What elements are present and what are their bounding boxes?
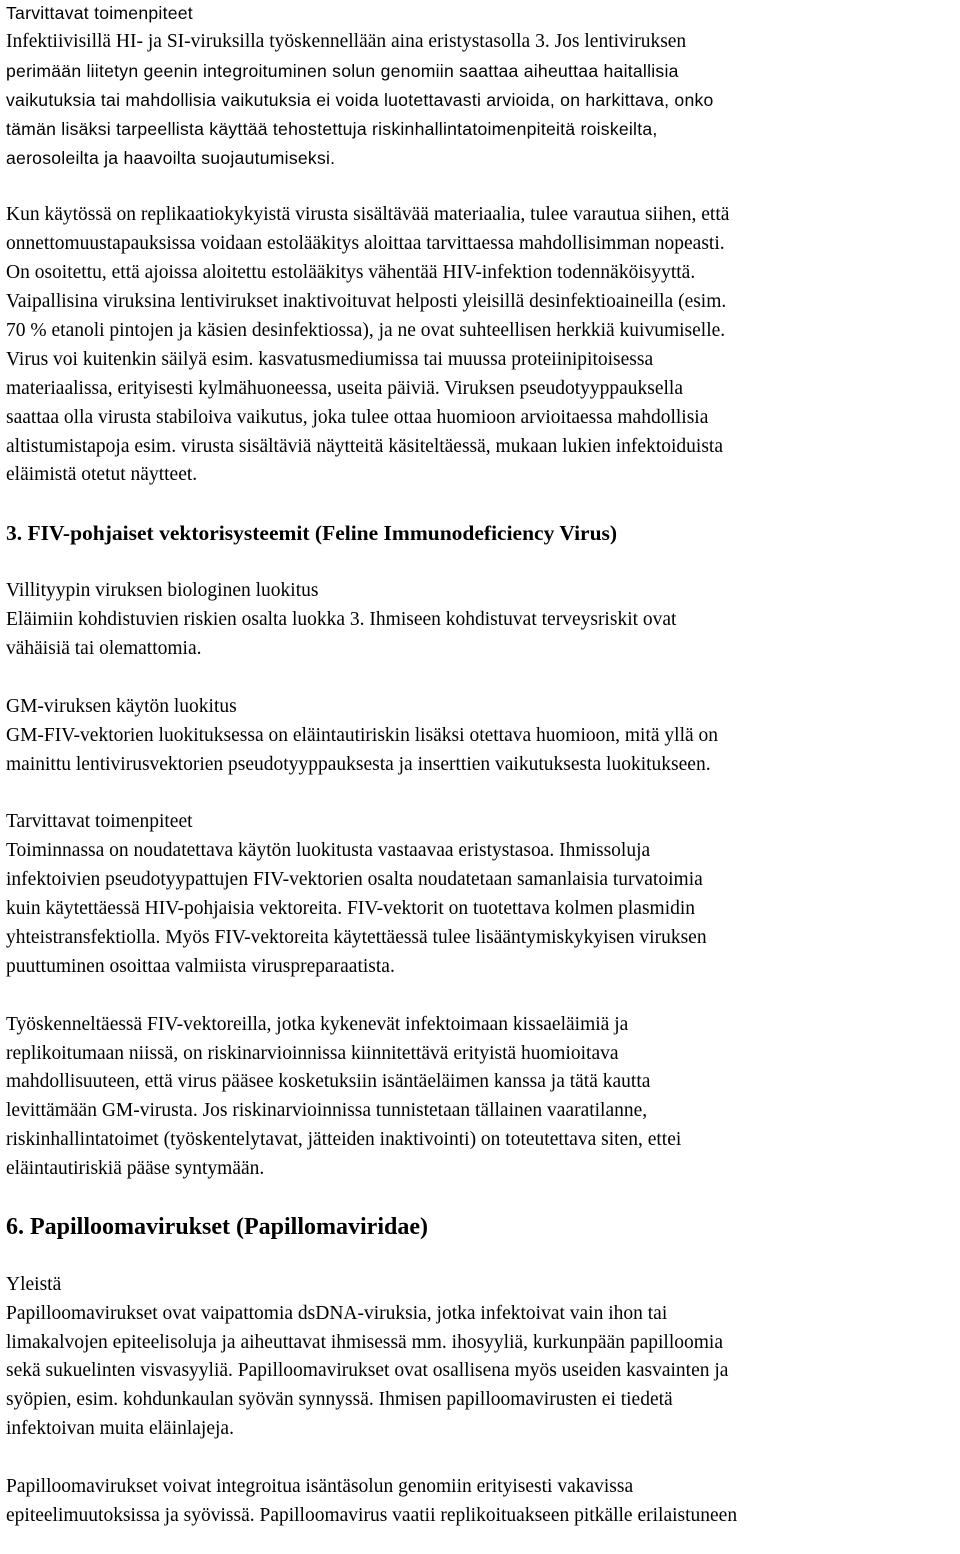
papilloma-heading-block bbox=[6, 1213, 956, 1242]
paragraph-line: infektoivien pseudotyypattujen FIV-vektorien osalta noudatetaan samanlaisia turvatoimia bbox=[6, 869, 703, 891]
paragraph-line: saattaa olla virusta stabiloiva vaikutus, joka tulee ottaa huomioon arvioitaessa mahdollisia bbox=[6, 406, 709, 428]
paragraph-line: mahdollisuuteen, että virus pääsee kosketuksiin isäntäeläimen kanssa ja tätä kautta bbox=[6, 1071, 651, 1093]
fiv-gm-class-block bbox=[6, 693, 956, 780]
section-heading-fiv: 3. FIV-pohjaiset vektorisysteemit (Feline Immunodeficiency Virus) bbox=[6, 521, 618, 546]
papilloma-general-block bbox=[6, 1271, 956, 1444]
paragraph-line: riskinhallintatoimet (työskentelytavat, jätteiden inaktivointi) on toteutettava siten, ettei bbox=[6, 1129, 682, 1151]
subheading-measures: Tarvittavat toimenpiteet bbox=[6, 3, 193, 23]
paragraph-line: GM-FIV-vektorien luokituksessa on eläintautiriskin lisäksi otettava huomioon, mitä yllä on bbox=[6, 724, 719, 746]
paragraph-line: aerosoleilta ja haavoilta suojautumiseksi. bbox=[6, 147, 336, 168]
document-page bbox=[6, 0, 956, 1531]
fiv-measures-block bbox=[6, 808, 956, 981]
paragraph-line: materiaalissa, erityisesti kylmähuoneessa, useita päiviä. Viruksen pseudotyyppauksella bbox=[6, 377, 684, 399]
paragraph-line: Papilloomavirukset ovat vaipattomia dsDNA-viruksia, jotka infektoivat vain ihon tai bbox=[6, 1302, 668, 1324]
paragraph-line: vaikutuksia tai mahdollisia vaikutuksia ei voida luotettavasti arvioida, on harkittava, onko bbox=[6, 89, 714, 110]
subheading-gm-class: GM-viruksen käytön luokitus bbox=[6, 695, 237, 717]
paragraph-line: epiteelimuutoksissa ja syövissä. Papilloomavirus vaatii replikoituakseen pitkälle erilaistuneen bbox=[6, 1504, 738, 1526]
paragraph-line: levittämään GM-virusta. Jos riskinarvioinnissa tunnistetaan tällainen vaaratilanne, bbox=[6, 1100, 648, 1122]
paragraph-line: infektoivan muita eläinlajeja. bbox=[6, 1418, 234, 1440]
paragraph-line: mainittu lentivirusvektorien pseudotyyppauksesta ja inserttien vaikutuksesta luokitukseen. bbox=[6, 753, 711, 775]
subheading-measures: Tarvittavat toimenpiteet bbox=[6, 811, 193, 833]
paragraph-line: eläintautiriskiä pääse syntymään. bbox=[6, 1158, 265, 1180]
paragraph-line: 70 % etanoli pintojen ja käsien desinfektiossa), ja ne ovat suhteellisen herkkiä kuivumiselle. bbox=[6, 319, 726, 341]
fiv-risk-paragraph bbox=[6, 1011, 956, 1184]
paragraph-line: syöpien, esim. kohdunkaulan syövän synnyssä. Ihmisen papilloomavirusten ei tiedetä bbox=[6, 1389, 673, 1411]
paragraph-line: puuttuminen osoittaa valmiista viruspreparaatista. bbox=[6, 955, 395, 977]
paragraph-line: Virus voi kuitenkin säilyä esim. kasvatusmediumissa tai muussa proteiinipitoisessa bbox=[6, 348, 654, 370]
subheading-biological-class: Villityypin viruksen biologinen luokitus bbox=[6, 580, 319, 602]
paragraph-line: sekä sukuelinten visvasyyliä. Papilloomavirukset ovat osallisena myös useiden kasvainten ja bbox=[6, 1360, 729, 1382]
fiv-heading-block bbox=[6, 519, 956, 548]
paragraph-line: Kun käytössä on replikaatiokykyistä virusta sisältävää materiaalia, tulee varautua siihen, että bbox=[6, 204, 730, 226]
section-heading-papilloma: 6. Papilloomavirukset (Papillomaviridae) bbox=[6, 1213, 428, 1240]
paragraph-line: Vaipallisina viruksina lentivirukset inaktivoituvat helposti yleisillä desinfektioaineilla (esim. bbox=[6, 291, 727, 313]
paragraph-line: vähäisiä tai olemattomia. bbox=[6, 637, 202, 659]
fiv-classification-block bbox=[6, 577, 956, 664]
paragraph-line: Papilloomavirukset voivat integroitua isäntäsolun genomiin erityisesti vakavissa bbox=[6, 1476, 634, 1498]
paragraph-line: replikoitumaan niissä, on riskinarvioinnissa kiinnitettävä erityistä huomioitava bbox=[6, 1042, 619, 1064]
paragraph-line: onnettomuustapauksissa voidaan estolääkitys aloittaa tarvittaessa mahdollisimman nopeasti. bbox=[6, 233, 725, 255]
paragraph-line: altistumistapoja esim. virusta sisältäviä näytteitä käsiteltäessä, mukaan lukien infektoiduista bbox=[6, 435, 723, 457]
lentivirus-measures-block bbox=[6, 0, 956, 172]
paragraph-line: Työskenneltäessä FIV-vektoreilla, jotka kykenevät infektoimaan kissaeläimiä ja bbox=[6, 1013, 629, 1035]
paragraph-line: yhteistransfektiolla. Myös FIV-vektoreita käytettäessä tulee lisääntymiskykyisen viruksen bbox=[6, 926, 707, 948]
paragraph-line: tämän lisäksi tarpeellista käyttää tehostettuja riskinhallintatoimenpiteitä roiskeilta, bbox=[6, 118, 658, 139]
subheading-general: Yleistä bbox=[6, 1273, 62, 1295]
paragraph-line: limakalvojen epiteelisoluja ja aiheuttavat ihmisessä mm. ihosyyliä, kurkunpään papilloomia bbox=[6, 1331, 723, 1353]
paragraph-line: Eläimiin kohdistuvien riskien osalta luokka 3. Ihmiseen kohdistuvat terveysriskit ovat bbox=[6, 608, 677, 630]
papilloma-integration-paragraph bbox=[6, 1473, 956, 1531]
paragraph-line: eläimistä otetut näytteet. bbox=[6, 464, 198, 486]
paragraph-line: Toiminnassa on noudatettava käytön luokitusta vastaavaa eristystasoa. Ihmissoluja bbox=[6, 840, 651, 862]
paragraph-line: On osoitettu, että ajoissa aloitettu estolääkitys vähentää HIV-infektion todennäköisyyttä. bbox=[6, 262, 696, 284]
paragraph-line: Infektiivisillä HI- ja SI-viruksilla työskennellään aina eristystasolla 3. Jos lentiviruksen bbox=[6, 30, 687, 52]
paragraph-line: perimään liitetyn geenin integroituminen solun genomiin saattaa aiheuttaa haitallisia bbox=[6, 60, 679, 81]
post-exposure-paragraph bbox=[6, 201, 956, 490]
paragraph-line: kuin käytettäessä HIV-pohjaisia vektoreita. FIV-vektorit on tuotettava kolmen plasmidin bbox=[6, 898, 696, 920]
